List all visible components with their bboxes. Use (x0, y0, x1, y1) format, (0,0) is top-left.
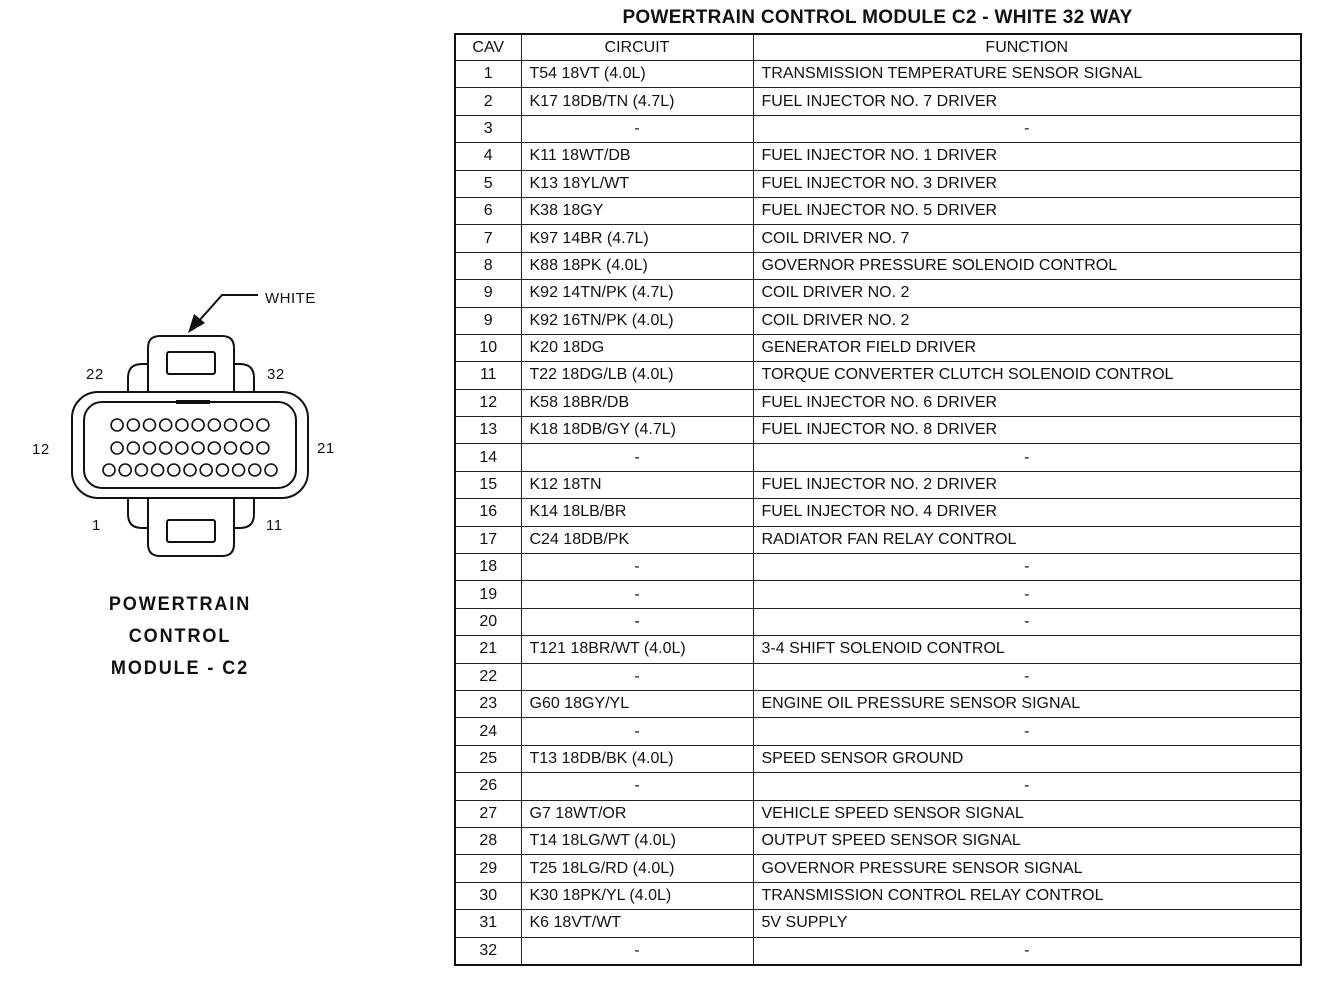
function-cell: COIL DRIVER NO. 2 (753, 280, 1301, 307)
cav-cell: 2 (455, 88, 521, 115)
circuit-cell: T14 18LG/WT (4.0L) (521, 827, 753, 854)
table-row (455, 910, 1301, 937)
circuit-cell: K97 14BR (4.7L) (521, 225, 753, 252)
circuit-cell: T25 18LG/RD (4.0L) (521, 855, 753, 882)
table-row (455, 143, 1301, 170)
table-row (455, 554, 1301, 581)
function-cell: - (753, 608, 1301, 635)
circuit-cell: - (521, 773, 753, 800)
function-cell: COIL DRIVER NO. 7 (753, 225, 1301, 252)
color-callout-label: WHITE (265, 290, 316, 307)
pin-label-right: 21 (317, 440, 335, 457)
table-row (455, 827, 1301, 854)
cav-cell: 20 (455, 608, 521, 635)
table-row (455, 745, 1301, 772)
cav-cell: 15 (455, 471, 521, 498)
circuit-cell: - (521, 937, 753, 965)
table-row (455, 88, 1301, 115)
table-row (455, 115, 1301, 142)
circuit-cell: K88 18PK (4.0L) (521, 252, 753, 279)
function-cell: GOVERNOR PRESSURE SOLENOID CONTROL (753, 252, 1301, 279)
cav-cell: 19 (455, 581, 521, 608)
function-cell: FUEL INJECTOR NO. 5 DRIVER (753, 197, 1301, 224)
table-header-row (455, 34, 1301, 61)
circuit-cell: K18 18DB/GY (4.7L) (521, 417, 753, 444)
bottom-latch (148, 492, 234, 556)
cav-cell: 27 (455, 800, 521, 827)
table-row (455, 636, 1301, 663)
cav-cell: 22 (455, 663, 521, 690)
circuit-cell: K12 18TN (521, 471, 753, 498)
table-row (455, 526, 1301, 553)
function-cell: - (753, 718, 1301, 745)
cav-cell: 30 (455, 882, 521, 909)
connector-caption-line-3: MODULE - C2 (110, 658, 250, 679)
function-cell: FUEL INJECTOR NO. 6 DRIVER (753, 389, 1301, 416)
cav-cell: 9 (455, 307, 521, 334)
pinout-table (454, 33, 1302, 966)
table-row (455, 444, 1301, 471)
table-row (455, 690, 1301, 717)
circuit-cell: K6 18VT/WT (521, 910, 753, 937)
cav-cell: 26 (455, 773, 521, 800)
function-cell: RADIATOR FAN RELAY CONTROL (753, 526, 1301, 553)
table-row (455, 362, 1301, 389)
cav-cell: 13 (455, 417, 521, 444)
header-function: FUNCTION (753, 34, 1301, 61)
function-cell: VEHICLE SPEED SENSOR SIGNAL (753, 800, 1301, 827)
table-row (455, 197, 1301, 224)
circuit-cell: K13 18YL/WT (521, 170, 753, 197)
callout-leader-line (198, 295, 258, 322)
table-row (455, 800, 1301, 827)
function-cell: FUEL INJECTOR NO. 1 DRIVER (753, 143, 1301, 170)
circuit-cell: - (521, 554, 753, 581)
table-row (455, 471, 1301, 498)
connector-diagram (0, 0, 440, 988)
circuit-cell: K92 16TN/PK (4.0L) (521, 307, 753, 334)
cav-cell: 31 (455, 910, 521, 937)
table-row (455, 170, 1301, 197)
circuit-cell: C24 18DB/PK (521, 526, 753, 553)
circuit-cell: - (521, 718, 753, 745)
circuit-cell: - (521, 115, 753, 142)
cav-cell: 1 (455, 61, 521, 88)
function-cell: GOVERNOR PRESSURE SENSOR SIGNAL (753, 855, 1301, 882)
function-cell: GENERATOR FIELD DRIVER (753, 334, 1301, 361)
circuit-cell: K30 18PK/YL (4.0L) (521, 882, 753, 909)
function-cell: FUEL INJECTOR NO. 7 DRIVER (753, 88, 1301, 115)
circuit-cell: K17 18DB/TN (4.7L) (521, 88, 753, 115)
cav-cell: 28 (455, 827, 521, 854)
function-cell: TRANSMISSION CONTROL RELAY CONTROL (753, 882, 1301, 909)
circuit-cell: G7 18WT/OR (521, 800, 753, 827)
function-cell: - (753, 663, 1301, 690)
cav-cell: 16 (455, 499, 521, 526)
pin-label-bottom-right: 11 (266, 517, 283, 534)
function-cell: TRANSMISSION TEMPERATURE SENSOR SIGNAL (753, 61, 1301, 88)
table-title: POWERTRAIN CONTROL MODULE C2 - WHITE 32 WAY (622, 7, 1133, 28)
function-cell: 3-4 SHIFT SOLENOID CONTROL (753, 636, 1301, 663)
table-row (455, 663, 1301, 690)
connector-caption-line-1: POWERTRAIN (108, 594, 252, 615)
cav-cell: 5 (455, 170, 521, 197)
circuit-cell: - (521, 663, 753, 690)
function-cell: - (753, 554, 1301, 581)
table-row (455, 225, 1301, 252)
function-cell: ENGINE OIL PRESSURE SENSOR SIGNAL (753, 690, 1301, 717)
pin-label-top-right: 32 (267, 366, 285, 383)
top-latch (148, 336, 234, 398)
circuit-cell: K14 18LB/BR (521, 499, 753, 526)
table-row (455, 307, 1301, 334)
circuit-cell: K92 14TN/PK (4.7L) (521, 280, 753, 307)
connector-housing (72, 392, 308, 498)
circuit-cell: T22 18DG/LB (4.0L) (521, 362, 753, 389)
cav-cell: 4 (455, 143, 521, 170)
function-cell: - (753, 937, 1301, 965)
cav-cell: 12 (455, 389, 521, 416)
function-cell: - (753, 773, 1301, 800)
connector-caption-line-2: CONTROL (128, 626, 232, 647)
header-circuit: CIRCUIT (521, 34, 753, 61)
table-row (455, 389, 1301, 416)
top-latch-window (167, 352, 215, 374)
cav-cell: 21 (455, 636, 521, 663)
table-row (455, 334, 1301, 361)
function-cell: TORQUE CONVERTER CLUTCH SOLENOID CONTROL (753, 362, 1301, 389)
function-cell: - (753, 581, 1301, 608)
table-row (455, 855, 1301, 882)
connector-face-drawing (0, 0, 440, 988)
cav-cell: 25 (455, 745, 521, 772)
cav-cell: 32 (455, 937, 521, 965)
circuit-cell: T121 18BR/WT (4.0L) (521, 636, 753, 663)
circuit-cell: - (521, 608, 753, 635)
circuit-cell: K38 18GY (521, 197, 753, 224)
pin-label-top-left: 22 (86, 366, 104, 383)
cav-cell: 29 (455, 855, 521, 882)
circuit-cell: - (521, 444, 753, 471)
function-cell: FUEL INJECTOR NO. 4 DRIVER (753, 499, 1301, 526)
table-row (455, 252, 1301, 279)
table-row (455, 499, 1301, 526)
circuit-cell: K20 18DG (521, 334, 753, 361)
circuit-cell: - (521, 581, 753, 608)
table-row (455, 61, 1301, 88)
cav-cell: 11 (455, 362, 521, 389)
header-cav: CAV (455, 34, 521, 61)
function-cell: - (753, 115, 1301, 142)
circuit-cell: T13 18DB/BK (4.0L) (521, 745, 753, 772)
table-row (455, 773, 1301, 800)
cav-cell: 17 (455, 526, 521, 553)
circuit-cell: K58 18BR/DB (521, 389, 753, 416)
cav-cell: 18 (455, 554, 521, 581)
table-row (455, 937, 1301, 965)
cav-cell: 23 (455, 690, 521, 717)
table-row (455, 417, 1301, 444)
function-cell: 5V SUPPLY (753, 910, 1301, 937)
cav-cell: 10 (455, 334, 521, 361)
function-cell: COIL DRIVER NO. 2 (753, 307, 1301, 334)
pin-label-left: 12 (32, 441, 50, 458)
table-row (455, 581, 1301, 608)
function-cell: FUEL INJECTOR NO. 2 DRIVER (753, 471, 1301, 498)
pin-label-bottom-left: 1 (92, 517, 101, 534)
table-row (455, 608, 1301, 635)
cav-cell: 3 (455, 115, 521, 142)
table-row (455, 882, 1301, 909)
function-cell: OUTPUT SPEED SENSOR SIGNAL (753, 827, 1301, 854)
function-cell: FUEL INJECTOR NO. 8 DRIVER (753, 417, 1301, 444)
cav-cell: 6 (455, 197, 521, 224)
cav-cell: 24 (455, 718, 521, 745)
cav-cell: 8 (455, 252, 521, 279)
cav-cell: 9 (455, 280, 521, 307)
function-cell: SPEED SENSOR GROUND (753, 745, 1301, 772)
circuit-cell: T54 18VT (4.0L) (521, 61, 753, 88)
circuit-cell: K11 18WT/DB (521, 143, 753, 170)
function-cell: FUEL INJECTOR NO. 3 DRIVER (753, 170, 1301, 197)
cav-cell: 14 (455, 444, 521, 471)
function-cell: - (753, 444, 1301, 471)
table-row (455, 718, 1301, 745)
cav-cell: 7 (455, 225, 521, 252)
table-row (455, 280, 1301, 307)
circuit-cell: G60 18GY/YL (521, 690, 753, 717)
bottom-latch-window (167, 520, 215, 542)
